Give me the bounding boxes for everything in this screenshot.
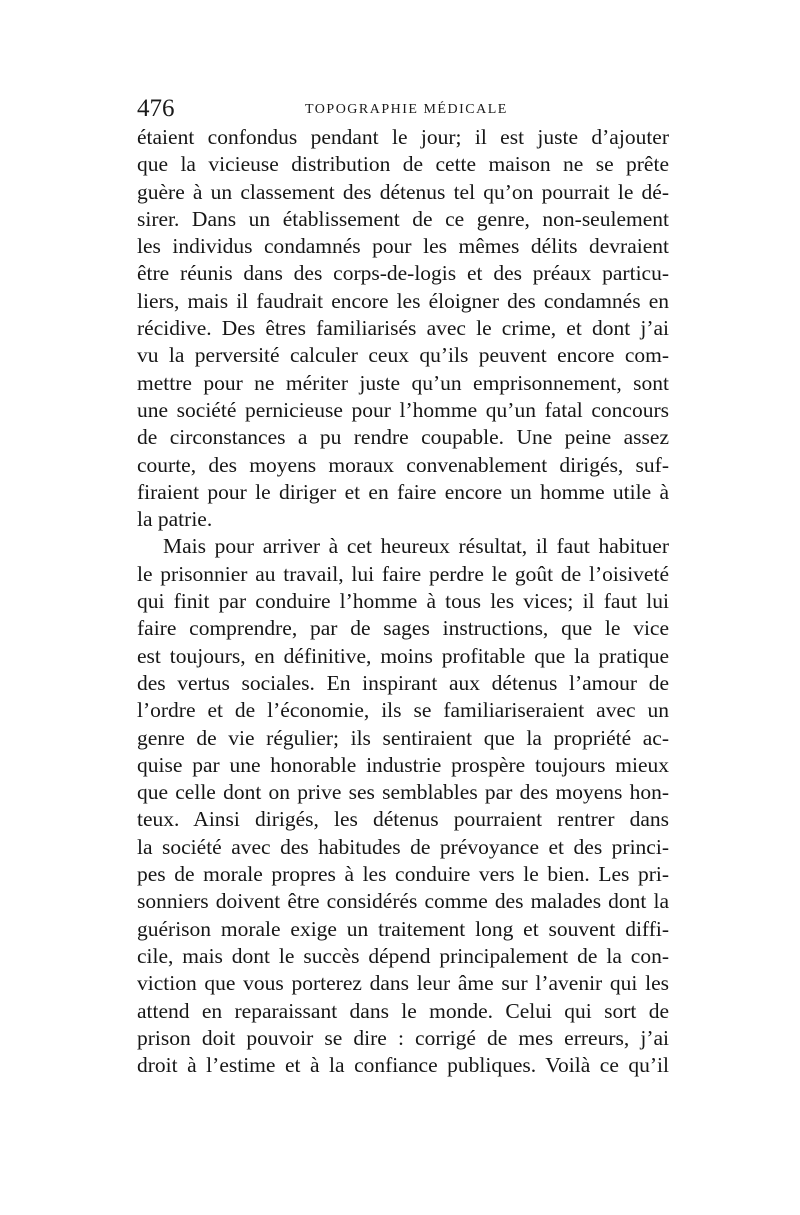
text-line: pes de morale propres à les conduire vers le bien. Les pri-	[137, 862, 669, 887]
text-line: guérison morale exige un traitement long et souvent diffi-	[137, 916, 669, 941]
running-title: TOPOGRAPHIE MÉDICALE	[305, 102, 508, 117]
page-number: 476	[137, 95, 175, 122]
text-line: quise par une honorable industrie prospère toujours mieux	[137, 752, 669, 777]
text-line: courte, des moyens moraux convenablement dirigés, suf-	[137, 452, 669, 477]
text-line: le prisonnier au travail, lui faire perdre le goût de l’oisiveté	[137, 561, 669, 586]
body-text	[137, 124, 669, 1079]
text-line: vu la perversité calculer ceux qu’ils peuvent encore com-	[137, 343, 669, 368]
text-line: viction que vous porterez dans leur âme sur l’avenir qui les	[137, 971, 669, 996]
text-line: que la vicieuse distribution de cette maison ne se prête	[137, 152, 669, 177]
text-line: mettre pour ne mériter juste qu’un emprisonnement, sont	[137, 370, 669, 395]
text-line: les individus condamnés pour les mêmes délits devraient	[137, 234, 669, 259]
text-line: qui finit par conduire l’homme à tous les vices; il faut lui	[137, 589, 669, 614]
text-line: attend en reparaissant dans le monde. Celui qui sort de	[137, 998, 669, 1023]
text-line: l’ordre et de l’économie, ils se familiariseraient avec un	[137, 698, 669, 723]
text-line: de circonstances a pu rendre coupable. Une peine assez	[137, 425, 669, 450]
text-line: faire comprendre, par de sages instructions, que le vice	[137, 616, 669, 641]
text-line: prison doit pouvoir se dire : corrigé de mes erreurs, j’ai	[137, 1025, 669, 1050]
text-line: firaient pour le diriger et en faire encore un homme utile à	[137, 479, 669, 504]
text-line: récidive. Des êtres familiarisés avec le crime, et dont j’ai	[137, 316, 669, 341]
page-header	[137, 94, 669, 124]
text-line: sirer. Dans un établissement de ce genre, non-seulement	[137, 206, 669, 231]
paragraph-start-line: Mais pour arriver à cet heureux résultat, il faut habituer	[163, 534, 669, 559]
text-line: la société avec des habitudes de prévoyance et des princi-	[137, 834, 669, 859]
text-line: sonniers doivent être considérés comme des malades dont la	[137, 889, 669, 914]
text-line: être réunis dans des corps-de-logis et des préaux particu-	[137, 261, 669, 286]
text-line: guère à un classement des détenus tel qu’on pourrait le dé-	[137, 179, 669, 204]
text-line: que celle dont on prive ses semblables par des moyens hon-	[137, 780, 669, 805]
text-line: cile, mais dont le succès dépend principalement de la con-	[137, 943, 669, 968]
text-line: est toujours, en définitive, moins profitable que la pratique	[137, 643, 669, 668]
text-line: étaient confondus pendant le jour; il est juste d’ajouter	[137, 125, 669, 149]
paragraph-end-line: la patrie.	[137, 507, 213, 532]
text-line: une société pernicieuse pour l’homme qu’un fatal concours	[137, 397, 669, 422]
text-line: liers, mais il faudrait encore les éloigner des condamnés en	[137, 288, 669, 313]
text-line: genre de vie régulier; ils sentiraient que la propriété ac-	[137, 725, 669, 750]
text-line: teux. Ainsi dirigés, les détenus pourraient rentrer dans	[137, 807, 669, 832]
text-line: des vertus sociales. En inspirant aux détenus l’amour de	[137, 670, 669, 695]
text-line: droit à l’estime et à la confiance publiques. Voilà ce qu’il	[137, 1053, 669, 1078]
